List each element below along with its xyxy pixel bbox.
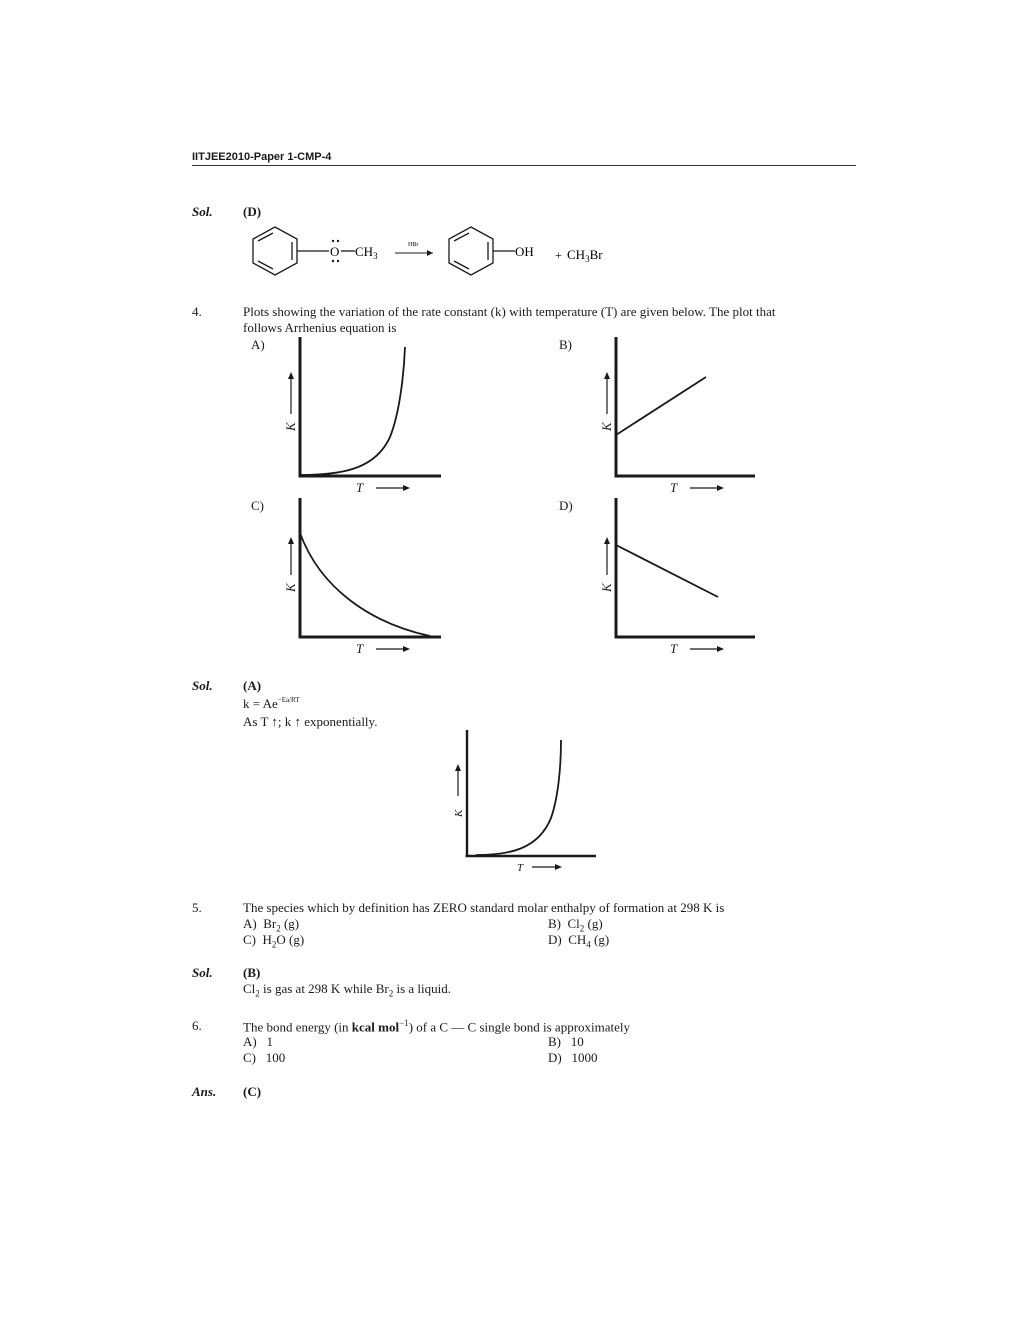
q6-number: 6.	[192, 1018, 202, 1033]
explanation-subscript: 2	[255, 988, 260, 999]
q5-option-c	[243, 932, 304, 950]
q6-text-part: ) of a C — C single bond is approximately	[408, 1019, 631, 1035]
arrhenius-equation	[243, 696, 300, 712]
option-value: 10	[570, 1034, 584, 1049]
solution-curve	[476, 740, 561, 855]
y-axis-label: K	[453, 809, 465, 817]
q5-sol-explanation	[243, 981, 451, 999]
q6-unit-superscript: −1	[399, 1018, 409, 1028]
svg-text:CH3Br	[567, 247, 603, 264]
q4-option-a-label: A)	[251, 337, 265, 352]
graph-b	[596, 332, 761, 497]
option-state: O (g)	[276, 932, 305, 947]
equation-exponent: −Ea/RT	[277, 696, 300, 704]
q4-sol-answer: (A)	[243, 678, 262, 693]
solution-graph	[448, 728, 603, 876]
reagent-label: HBr	[408, 242, 419, 248]
q5-sol-answer: (B)	[243, 965, 261, 980]
option-state: (g)	[280, 916, 300, 931]
byproduct-ch: CH	[567, 247, 586, 262]
x-axis-label: T	[356, 480, 364, 495]
hydroxyl-group: OH	[515, 244, 534, 259]
option-formula: Cl	[567, 916, 580, 931]
y-axis-label: K	[283, 422, 298, 431]
svg-text:CH3	[355, 244, 378, 261]
option-label: B)	[548, 916, 561, 931]
q6-unit: kcal mol	[351, 1019, 400, 1035]
methyl-subscript: 3	[373, 251, 378, 261]
explanation-text: is a liquid.	[393, 981, 451, 996]
option-label: A)	[243, 916, 257, 931]
y-axis-label: K	[599, 583, 614, 592]
option-label: D)	[548, 932, 562, 947]
option-value: 1	[266, 1034, 273, 1049]
graph-d	[596, 493, 761, 658]
q6-text-part: The bond energy (in	[243, 1019, 352, 1035]
q4-option-c-label: C)	[251, 498, 264, 513]
option-subscript: 4	[586, 939, 591, 950]
q5-option-a	[243, 916, 299, 934]
q4-option-d-label: D)	[559, 498, 573, 513]
oxygen-atom: O	[330, 244, 340, 259]
x-axis-label: T	[517, 862, 524, 874]
q3-sol-answer: (D)	[243, 204, 262, 219]
option-label: C)	[243, 932, 256, 947]
plus-sign: +	[555, 248, 562, 262]
methyl-group: CH	[355, 244, 374, 259]
page-header: IITJEE2010-Paper 1-CMP-4	[192, 151, 332, 163]
reaction-scheme	[245, 222, 625, 282]
option-state: (g)	[584, 916, 603, 931]
option-formula: Br	[263, 916, 277, 931]
option-label: D)	[548, 1050, 562, 1065]
header-rule	[192, 165, 856, 166]
line-decrease	[616, 545, 718, 597]
x-axis-label: T	[670, 641, 678, 656]
benzene-ring-product	[449, 227, 493, 275]
option-subscript: 2	[271, 939, 277, 950]
option-label: A)	[243, 1034, 257, 1049]
q6-ans-answer: (C)	[243, 1084, 262, 1099]
q5-option-b	[548, 916, 603, 934]
option-value: 1000	[571, 1050, 598, 1065]
x-axis-label: T	[356, 641, 364, 656]
q6-ans-label: Ans.	[192, 1084, 217, 1099]
option-formula: CH	[568, 932, 587, 947]
q6-option-c	[243, 1050, 285, 1066]
q4-number: 4.	[192, 304, 202, 319]
curve-exponential-decay	[300, 533, 430, 636]
equation-prefix: k = Ae	[243, 696, 278, 711]
curve-exponential-rise	[300, 347, 405, 475]
option-label: C)	[243, 1050, 256, 1065]
graph-a	[280, 332, 445, 497]
q5-text: The species which by definition has ZERO standard molar enthalpy of formation at 298 K is	[243, 900, 725, 915]
option-subscript: 2	[276, 923, 281, 934]
graph-c	[280, 493, 445, 658]
byproduct-subscript: 3	[585, 254, 590, 264]
q5-option-d	[548, 932, 609, 950]
y-axis-label: K	[283, 583, 298, 592]
q5-number: 5.	[192, 900, 202, 915]
q4-sol-explanation: As T ↑; k ↑ exponentially.	[243, 714, 378, 729]
byproduct-br: Br	[589, 247, 603, 262]
line-increase	[616, 377, 706, 435]
q3-sol-label: Sol.	[192, 204, 213, 219]
option-state: (g)	[590, 932, 610, 947]
x-axis-label: T	[670, 480, 678, 495]
option-label: B)	[548, 1034, 561, 1049]
option-formula: H	[262, 932, 272, 947]
q6-option-b	[548, 1034, 584, 1050]
q4-option-b-label: B)	[559, 337, 572, 352]
option-value: 100	[265, 1050, 286, 1065]
q6-option-a	[243, 1034, 273, 1050]
explanation-text: is gas at 298 K while Br	[259, 981, 389, 996]
explanation-subscript: 2	[388, 988, 394, 999]
q6-option-d	[548, 1050, 597, 1066]
q4-text-line2: follows Arrhenius equation is	[243, 320, 397, 335]
q5-sol-label: Sol.	[192, 965, 213, 980]
q4-text-line1: Plots showing the variation of the rate constant (k) with temperature (T) are given below. The plot that	[243, 304, 776, 319]
option-subscript: 2	[579, 923, 585, 934]
q6-text	[243, 1018, 630, 1035]
q4-sol-label: Sol.	[192, 678, 213, 693]
y-axis-label: K	[599, 422, 614, 431]
benzene-ring-reactant	[253, 227, 297, 275]
explanation-text: Cl	[243, 981, 256, 996]
